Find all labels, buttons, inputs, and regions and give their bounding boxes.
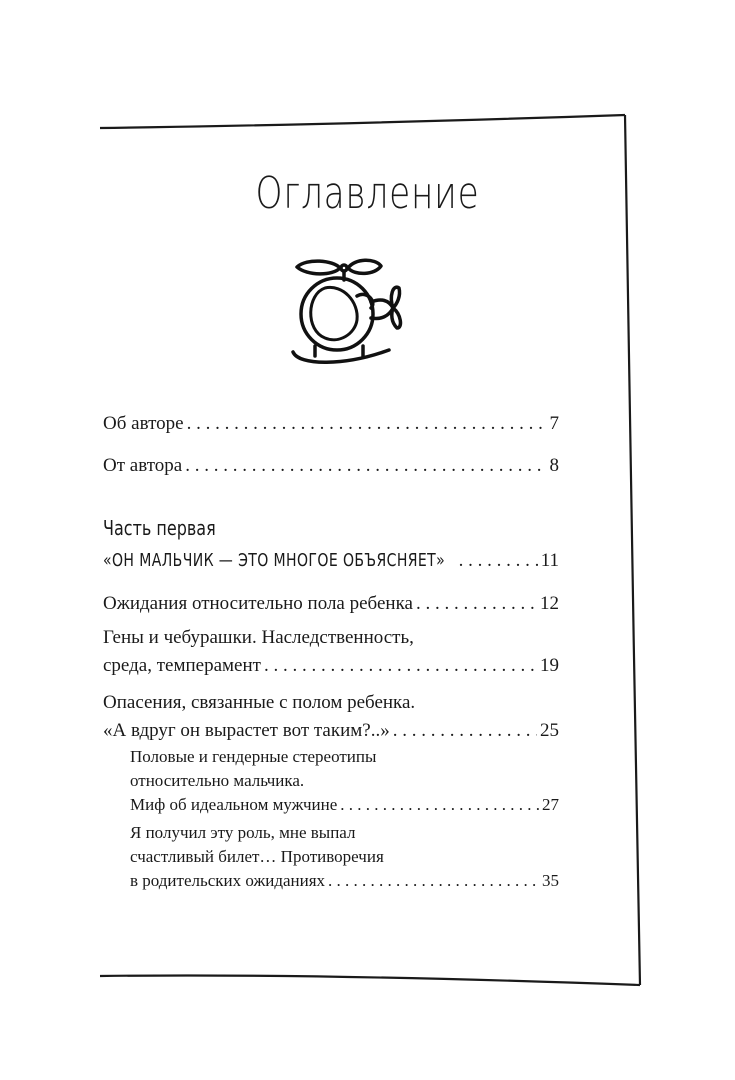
subchapter-entry[interactable]: Я получил эту роль, мне выпал счастливый билет… Противоречия в родительских ожиданиях . . . 35 xyxy=(130,821,559,893)
page-title: Оглавление xyxy=(255,168,480,219)
helicopter-icon xyxy=(285,250,415,380)
part-label: Часть первая xyxy=(103,516,216,540)
chapter-entry[interactable]: Опасения, связанные с полом ребенка. «А вдруг он вырастет вот таким?..» . . . 25 xyxy=(103,689,559,745)
part-title[interactable]: «ОН МАЛЬЧИК — ЭТО МНОГОЕ ОБЪЯСНЯЕТ» . . . 11 xyxy=(103,547,559,575)
chapter-entry[interactable]: Гены и чебурашки. Наследственность, среда, темперамент . . . 19 xyxy=(103,624,559,680)
subchapter-entry[interactable]: Половые и гендерные стереотипы относительно мальчика. Миф об идеальном мужчине . . . 27 xyxy=(130,745,559,817)
toc-entry-from-author[interactable]: От автора . . . 8 xyxy=(103,452,559,480)
toc-entry-about-author[interactable]: Об авторе . . . 7 xyxy=(103,410,559,438)
chapter-entry[interactable]: Ожидания относительно пола ребенка . . . 12 xyxy=(103,590,559,618)
